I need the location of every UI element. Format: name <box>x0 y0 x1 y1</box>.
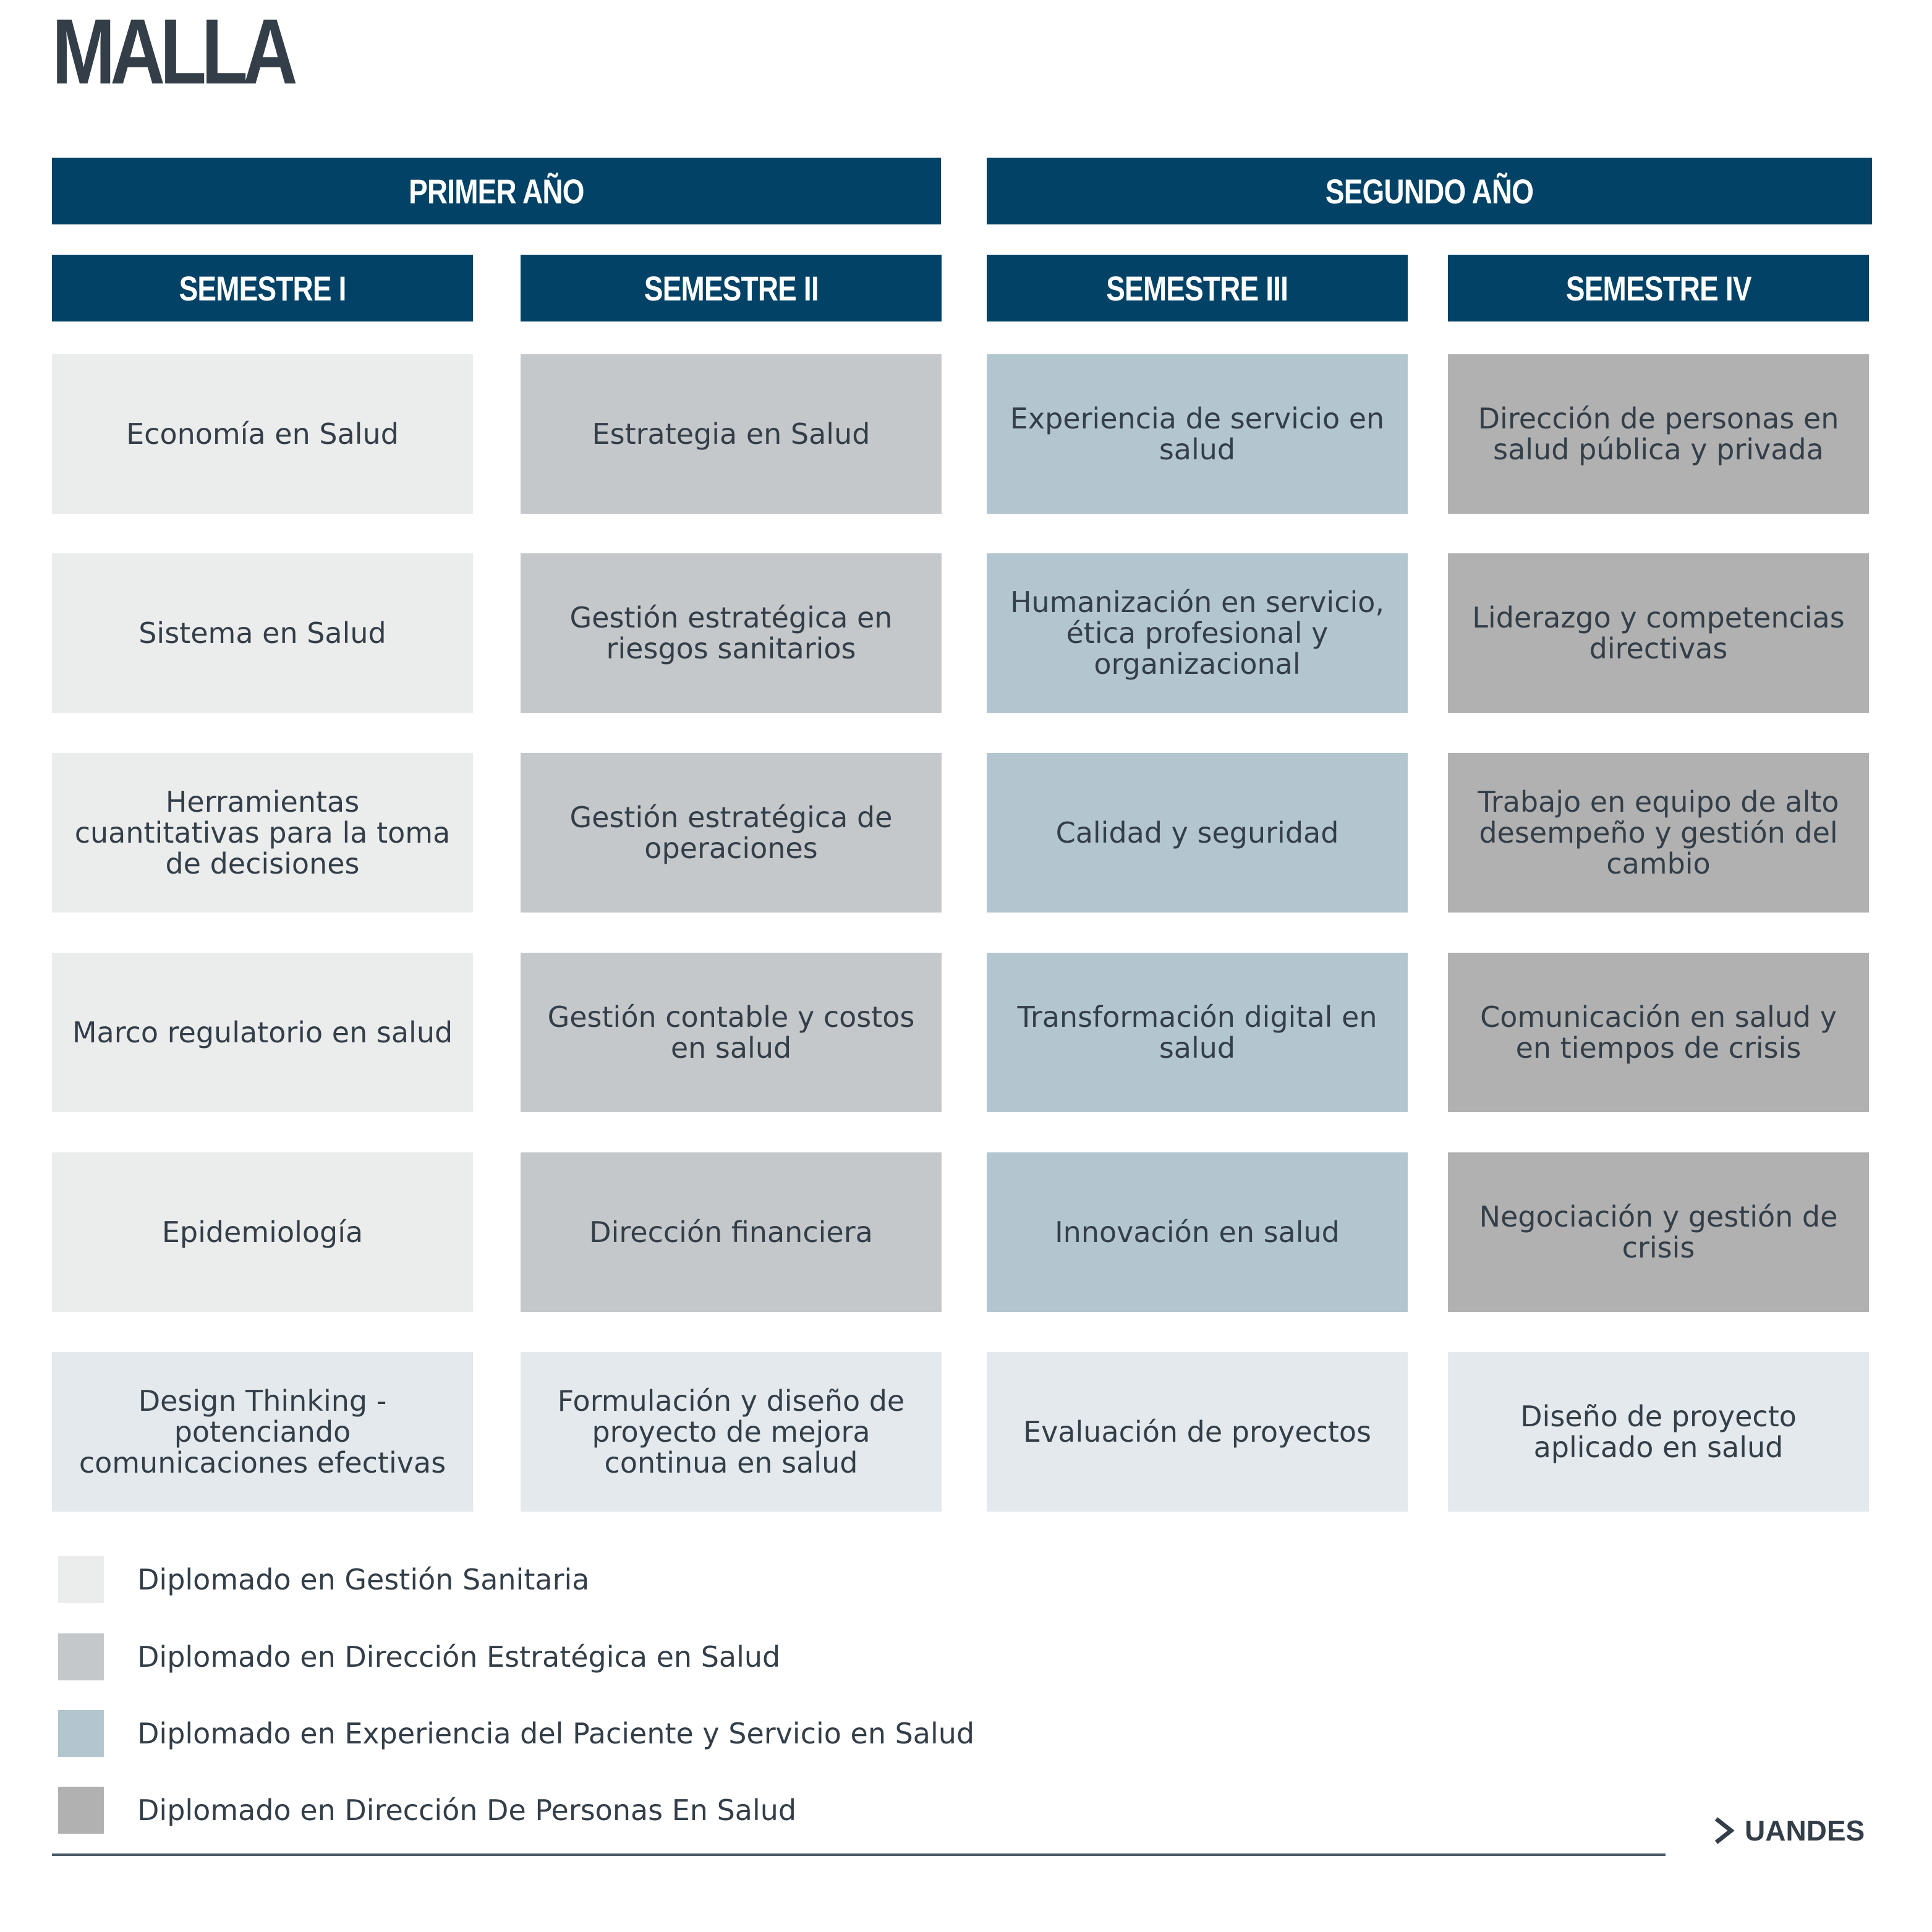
course-cell <box>52 354 473 514</box>
brand-logo <box>1713 1814 1865 1847</box>
course-cell <box>52 1152 473 1312</box>
year-header-second-label: SEGUNDO AÑO <box>1325 171 1534 211</box>
legend-item <box>58 1787 796 1834</box>
course-cell <box>52 753 473 913</box>
course-cell <box>1448 1152 1869 1312</box>
course-cell <box>1448 753 1869 913</box>
course-cell <box>1448 553 1869 713</box>
course-cell <box>52 1352 473 1512</box>
course-label: Diseño de proyecto aplicado en salud <box>1520 1400 1797 1464</box>
year-header-second <box>987 158 1872 224</box>
course-cell <box>521 953 942 1112</box>
semester-header-4 <box>1448 255 1869 321</box>
course-label: Design Thinking - potenciando comunicaciones efectivas <box>79 1384 446 1479</box>
course-cell <box>987 753 1408 913</box>
legend-item <box>58 1710 974 1757</box>
year-header-first <box>52 158 941 224</box>
course-cell <box>987 1152 1408 1312</box>
legend-label: Diplomado en Experiencia del Paciente y Servicio en Salud <box>137 1717 975 1750</box>
course-label: Economía en Salud <box>126 417 399 451</box>
course-label: Negociación y gestión de crisis <box>1479 1200 1838 1264</box>
course-cell <box>521 753 942 913</box>
course-cell <box>987 953 1408 1112</box>
course-cell <box>521 354 942 514</box>
course-label: Innovación en salud <box>1055 1215 1340 1249</box>
legend-label: Diplomado en Dirección Estratégica en Salud <box>137 1640 781 1674</box>
course-label: Calidad y seguridad <box>1055 816 1339 849</box>
semester-header-2-label: SEMESTRE II <box>644 268 819 308</box>
legend-item <box>58 1633 780 1680</box>
course-label: Herramientas cuantitativas para la toma de decisiones <box>74 785 451 880</box>
course-cell <box>987 1352 1408 1512</box>
course-label: Experiencia de servicio en salud <box>1010 402 1385 466</box>
legend-label: Diplomado en Dirección De Personas En Salud <box>137 1794 797 1827</box>
course-label: Sistema en Salud <box>138 616 386 650</box>
brand-name: UANDES <box>1745 1815 1865 1847</box>
course-cell <box>52 553 473 713</box>
course-label: Gestión contable y costos en salud <box>547 1000 915 1065</box>
course-cell <box>521 1352 942 1512</box>
legend-swatch <box>58 1633 104 1680</box>
course-cell <box>1448 1352 1869 1512</box>
course-cell <box>987 553 1408 713</box>
legend-label: Diplomado en Gestión Sanitaria <box>137 1563 590 1596</box>
course-label: Transformación digital en salud <box>1017 1000 1377 1065</box>
semester-header-2 <box>521 255 942 321</box>
course-label: Marco regulatorio en salud <box>72 1016 453 1049</box>
course-label: Evaluación de proyectos <box>1023 1415 1371 1449</box>
year-header-first-label: PRIMER AÑO <box>409 171 584 211</box>
legend-swatch <box>58 1710 104 1757</box>
page-title: MALLA <box>52 0 293 103</box>
legend-swatch <box>58 1556 104 1603</box>
semester-header-1-label: SEMESTRE I <box>179 268 346 308</box>
semester-header-3-label: SEMESTRE III <box>1106 268 1288 308</box>
course-cell <box>52 953 473 1112</box>
course-label: Gestión estratégica de operaciones <box>569 801 893 865</box>
course-label: Estrategia en Salud <box>592 417 870 451</box>
course-label: Trabajo en equipo de alto desempeño y gestión del cambio <box>1478 785 1839 880</box>
course-label: Dirección financiera <box>589 1215 873 1249</box>
footer-divider <box>52 1853 1666 1856</box>
legend-item <box>58 1556 589 1603</box>
course-label: Humanización en servicio, ética profesional y organizacional <box>1010 585 1385 681</box>
course-label: Liderazgo y competencias directivas <box>1472 601 1845 665</box>
semester-header-3 <box>987 255 1408 321</box>
course-cell <box>1448 354 1869 514</box>
course-label: Dirección de personas en salud pública y privada <box>1478 402 1839 466</box>
course-label: Comunicación en salud y en tiempos de crisis <box>1480 1000 1837 1065</box>
course-cell <box>521 1152 942 1312</box>
course-label: Formulación y diseño de proyecto de mejora continua en salud <box>557 1384 905 1479</box>
course-label: Gestión estratégica en riesgos sanitarios <box>569 601 893 665</box>
course-cell <box>1448 953 1869 1112</box>
semester-header-1 <box>52 255 473 321</box>
chevron-right-icon <box>1713 1816 1736 1845</box>
course-cell <box>521 553 942 713</box>
course-label: Epidemiología <box>161 1215 364 1249</box>
legend-swatch <box>58 1787 104 1834</box>
semester-header-4-label: SEMESTRE IV <box>1565 268 1751 308</box>
course-cell <box>987 354 1408 514</box>
